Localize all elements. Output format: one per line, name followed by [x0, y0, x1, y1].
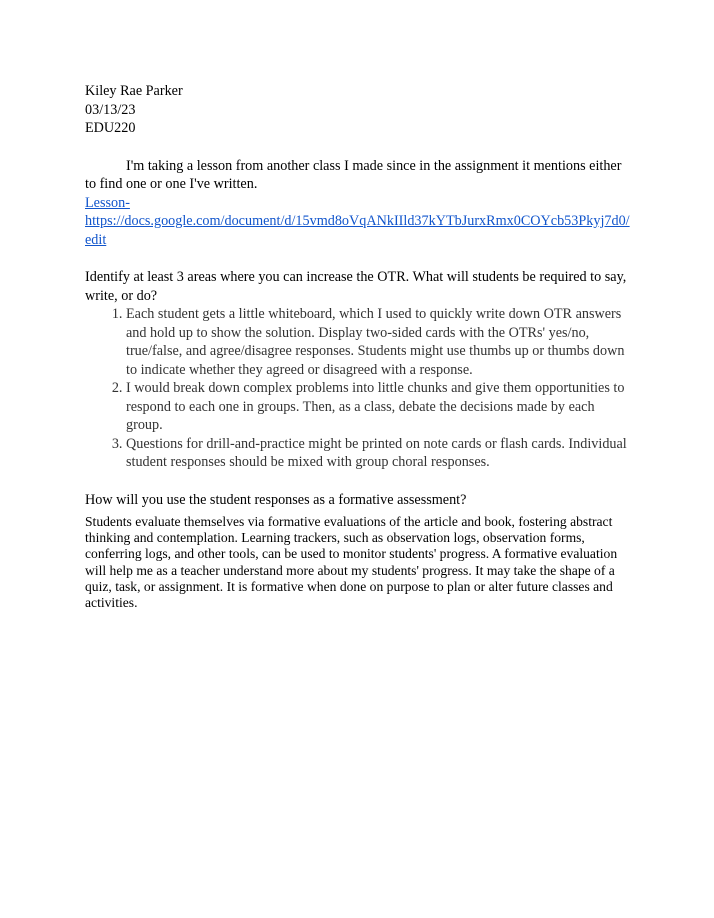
spacer — [85, 472, 633, 491]
author-name: Kiley Rae Parker — [85, 83, 183, 99]
otr-answer-list — [85, 305, 633, 472]
lesson-link[interactable]: https://docs.google.com/document/d/15vmd8oVqANkIIld37kYTbJurxRmx0COYcb53Pkyj7d0/edit — [85, 213, 630, 248]
spacer — [85, 138, 633, 157]
question-formative: How will you use the student responses as a formative assessment? — [85, 491, 467, 508]
intro-paragraph: I'm taking a lesson from another class I made since in the assignment it mentions either to find one or one I've written. — [85, 157, 622, 192]
question-otr: Identify at least 3 areas where you can increase the OTR. What will students be required to say, write, or do? — [85, 269, 627, 304]
document-page — [85, 82, 633, 611]
course-code: EDU220 — [85, 120, 136, 136]
spacer — [85, 249, 633, 268]
list-item: 1. Each student gets a little whiteboard, which I used to quickly write down OTR answers and hold up to show the solution. Display two-sided cards with the OTRs' yes/no, true/false, and agree/disagree responses. Students might use thumbs up or thumbs down to indicate whether they agreed or disagreed with a response. — [126, 305, 633, 379]
lesson-label: Lesson- — [85, 194, 130, 211]
list-item: 2. I would break down complex problems into little chunks and give them opportunities to respond to each one in groups. Then, as a class, debate the decisions made by each group. — [126, 379, 633, 435]
list-item: 3. Questions for drill-and-practice might be printed on note cards or flash cards. Individual student responses should be mixed with group choral responses. — [126, 435, 633, 472]
formative-answer: Students evaluate themselves via formative evaluations of the article and book, fostering abstract thinking and contemplation. Learning trackers, such as observation logs, observation forms, conferring logs, and other tools, can be used to monitor students' progress. A formative evaluation will help me as a teacher understand more about my students' progress. It may take the shape of a quiz, task, or assignment. It is formative when done on purpose to plan or alter future classes and activities. — [85, 514, 618, 611]
document-date: 03/13/23 — [85, 101, 136, 118]
